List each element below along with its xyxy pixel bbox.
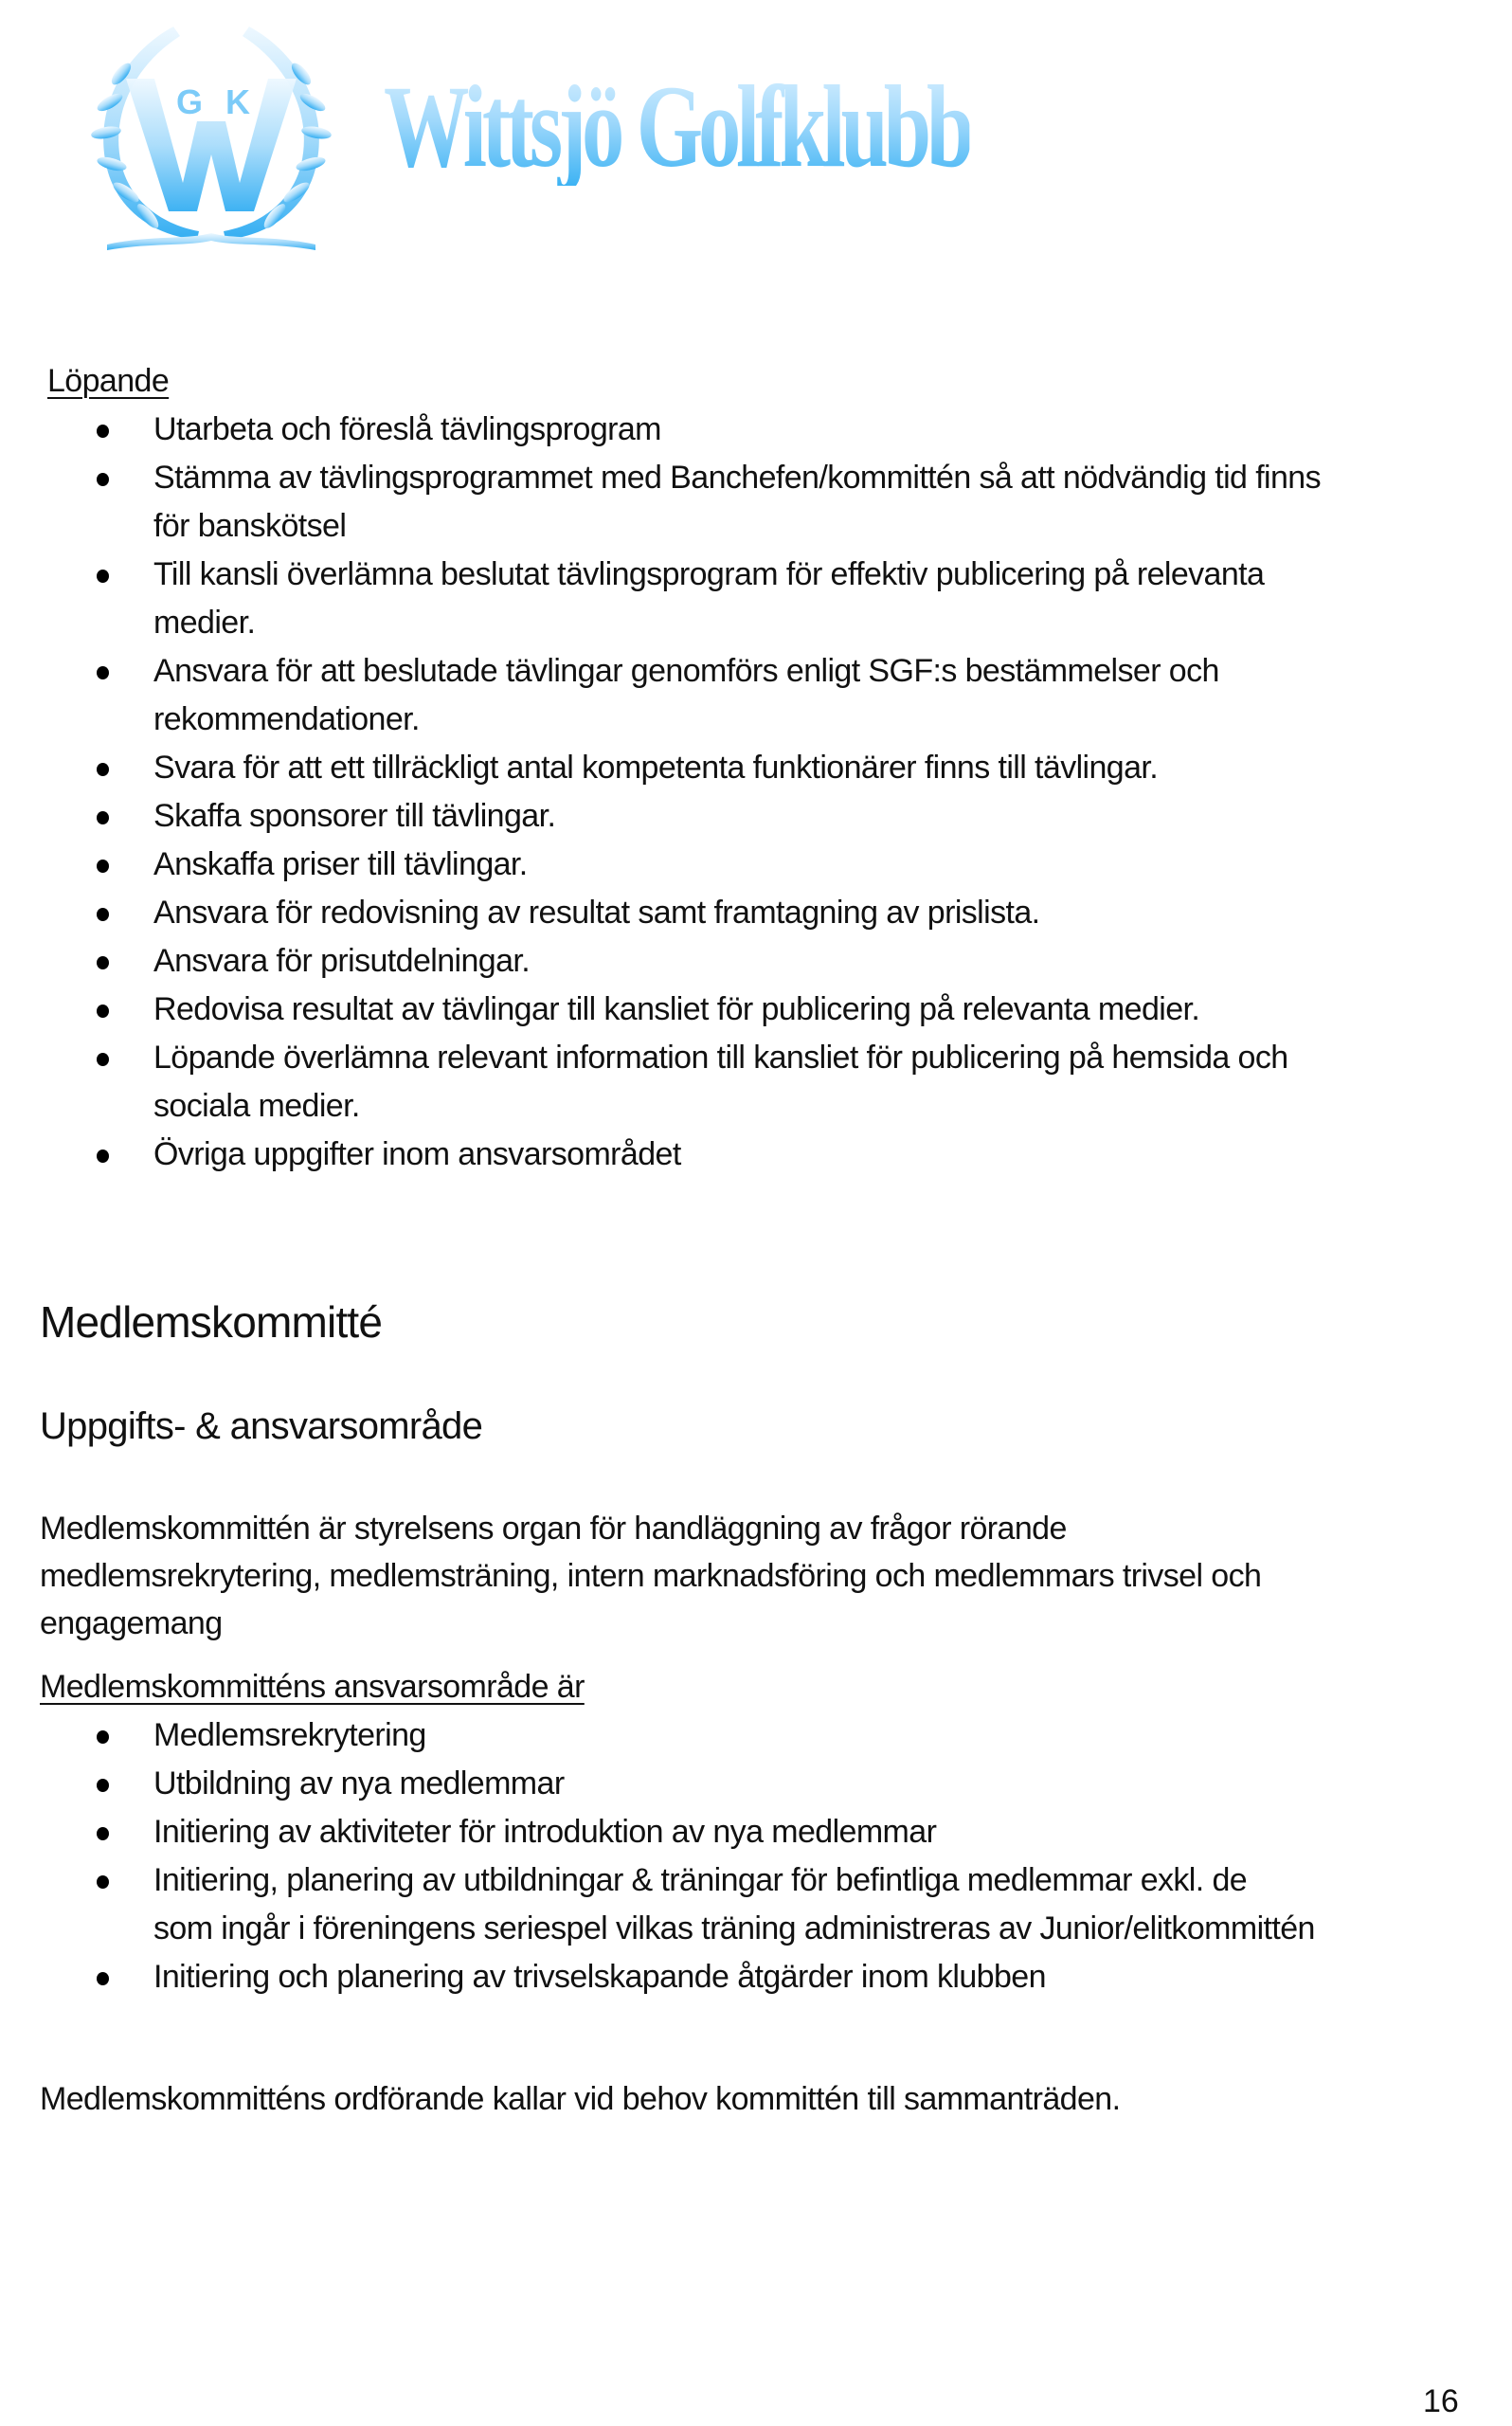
list-item <box>0 647 1321 744</box>
bullet-icon <box>97 1730 109 1744</box>
list-item-text: Utarbeta och föreslå tävlingsprogram <box>153 411 661 447</box>
club-wordmark: Wittsjö Golfklubb <box>384 62 970 191</box>
bullet-icon <box>97 763 109 776</box>
list-item <box>0 1760 1315 1808</box>
list-item-text: Ansvara för prisutdelningar. <box>153 943 531 979</box>
bullet-icon <box>97 1972 109 1985</box>
list-item <box>0 744 1321 792</box>
list-item <box>0 889 1321 937</box>
list-item-text: Utbildning av nya medlemmar <box>153 1765 565 1801</box>
list-item-text: Initiering och planering av trivselskapande åtgärder inom klubben <box>153 1959 1046 1995</box>
list-item <box>0 551 1321 647</box>
list-item-text: Anskaffa priser till tävlingar. <box>153 846 528 882</box>
svg-text:K: K <box>225 82 250 121</box>
list-item <box>0 986 1321 1034</box>
intro-line-1: Medlemskommittén är styrelsens organ för handläggning av frågor rörande <box>40 1511 1067 1547</box>
section-title-medlemskommitte: Medlemskommitté <box>40 1297 383 1347</box>
club-emblem-icon <box>83 8 339 254</box>
list-item-text: Övriga uppgifter inom ansvarsområdet <box>153 1136 681 1172</box>
bullet-icon <box>97 1779 109 1792</box>
bullet-icon <box>97 473 109 486</box>
list-item <box>0 1131 1321 1179</box>
bullet-icon <box>97 860 109 873</box>
list-item-text: Skaffa sponsorer till tävlingar. <box>153 798 556 834</box>
intro-line-2: medlemsrekrytering, medlemsträning, intern marknadsföring och medlemmars trivsel och <box>40 1558 1262 1594</box>
svg-text:G: G <box>176 82 204 121</box>
responsibility-heading: Medlemskommitténs ansvarsområde är <box>40 1669 585 1705</box>
list-item <box>0 1034 1321 1131</box>
page-number: 16 <box>1423 2383 1459 2419</box>
bullet-icon <box>97 570 109 583</box>
list-item <box>0 1808 1315 1856</box>
bullet-icon <box>97 811 109 824</box>
list-item-text: som ingår i föreningens seriespel vilkas träning administreras av Junior/elitkommittén <box>153 1910 1315 1946</box>
bullet-icon <box>97 666 109 679</box>
list-item <box>0 841 1321 889</box>
list-item-text: Till kansli överlämna beslutat tävlingsprogram för effektiv publicering på relevanta <box>153 556 1265 592</box>
closing-text: Medlemskommitténs ordförande kallar vid behov kommittén till sammanträden. <box>40 2081 1121 2117</box>
list-item <box>0 937 1321 986</box>
list-item-text: Medlemsrekrytering <box>153 1717 426 1753</box>
bullet-icon <box>97 908 109 921</box>
list-item-text: för banskötsel <box>153 508 347 544</box>
bullet-icon <box>97 1150 109 1163</box>
list-item-text: Svara för att ett tillräckligt antal kompetenta funktionärer finns till tävlingar. <box>153 750 1159 786</box>
bullet-icon <box>97 1053 109 1066</box>
bullet-icon <box>97 1827 109 1840</box>
bullet-icon <box>97 1875 109 1889</box>
bullet-icon <box>97 1005 109 1018</box>
list-item-text: Initiering av aktiviteter för introduktion av nya medlemmar <box>153 1814 937 1850</box>
list-item <box>0 792 1321 841</box>
list-item-text: medier. <box>153 605 256 641</box>
list-item <box>0 1711 1315 1760</box>
section-heading-lopande: Löpande <box>47 363 170 399</box>
bullet-icon <box>97 956 109 969</box>
list-item <box>0 1953 1315 2001</box>
list-item-text: Ansvara för att beslutade tävlingar genomförs enligt SGF:s bestämmelser och <box>153 653 1219 689</box>
list-item-text: rekommendationer. <box>153 701 420 737</box>
list-item <box>0 406 1321 454</box>
subsection-title: Uppgifts- & ansvarsområde <box>40 1405 483 1447</box>
lopande-list <box>0 406 1321 1179</box>
list-item-text: Löpande överlämna relevant information till kansliet för publicering på hemsida och <box>153 1040 1288 1076</box>
list-item-text: Initiering, planering av utbildningar & träningar för befintliga medlemmar exkl. de <box>153 1862 1248 1898</box>
list-item-text: sociala medier. <box>153 1088 360 1124</box>
list-item-text: Ansvara för redovisning av resultat samt framtagning av prislista. <box>153 895 1040 931</box>
intro-line-3: engagemang <box>40 1605 223 1641</box>
list-item-text: Redovisa resultat av tävlingar till kansliet för publicering på relevanta medier. <box>153 991 1200 1027</box>
bullet-icon <box>97 425 109 438</box>
medlem-responsibility-list <box>0 1711 1315 2001</box>
list-item <box>0 454 1321 551</box>
list-item-text: Stämma av tävlingsprogrammet med Banchefen/kommittén så att nödvändig tid finns <box>153 460 1322 496</box>
list-item <box>0 1856 1315 1953</box>
